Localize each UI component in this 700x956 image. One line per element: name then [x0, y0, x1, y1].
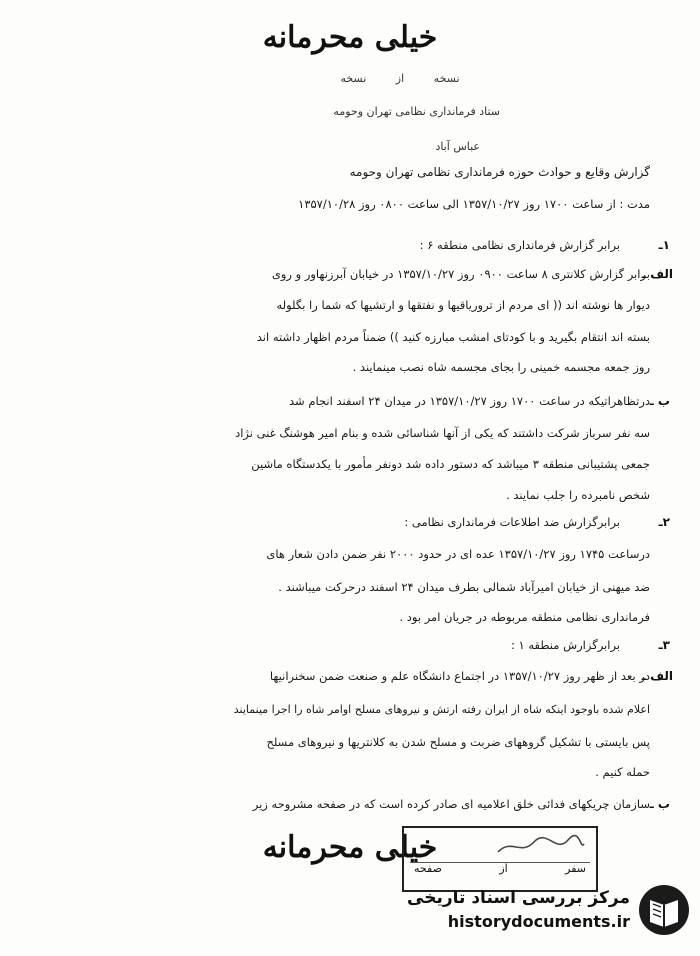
watermark-url: historydocuments.ir — [447, 912, 630, 931]
classification-top: خیلی محرمانه — [262, 20, 438, 55]
stamp-label: سفر — [565, 862, 586, 875]
copy-number: نسخه از نسخه — [340, 72, 460, 85]
book-icon — [638, 884, 690, 936]
section-3a-line: اعلام شده باوجود اینکه شاه از ایران رفته ارتش و نیروهای مسلح اوامر شاه را اجرا مینمایند — [233, 703, 650, 716]
section-1b-line: سه نفر سرباز شرکت داشتند که یکی از آنها شناسائی شده و بنام امیر هوشنگ غنی نژاد — [235, 426, 650, 440]
stamp-signature-icon — [496, 832, 586, 860]
section-1b-marker: ب ـ — [649, 394, 670, 408]
section-3a-marker: الف ـ — [641, 669, 673, 683]
section-3b-line: سازمان چریکهای فدائی خلق اعلامیه ای صادر کرده است که در صفحه مشروحه زیر — [252, 797, 650, 811]
report-period: مدت : از ساعت ۱۷۰۰ روز ۱۳۵۷/۱۰/۲۷ الی ساعت ۰۸۰۰ روز ۱۳۵۷/۱۰/۲۸ — [298, 197, 650, 211]
section-1b-line: جمعی پشتیبانی منطقه ۳ میباشد که دستور داده شد دونفر مأمور با یکدستگاه ماشین — [251, 457, 650, 471]
section-1a-line: بسته اند انتقام بگیرید و با کودتای امشب مبارزه کنید )) ضمناً مردم اظهار داشته اند — [256, 330, 650, 344]
section-3a-line: در بعد از ظهر روز ۱۳۵۷/۱۰/۲۷ در اجتماع دانشگاه علم و صنعت ضمن سخنرانیها — [269, 669, 650, 683]
section-2-heading: برابرگزارش ضد اطلاعات فرمانداری نظامی : — [404, 515, 620, 529]
report-title: گزارش وقایع و حوادث حوزه فرمانداری نظامی تهران وحومه — [349, 165, 650, 179]
section-2-line: ضد میهنی از خیابان امیرآباد شمالی بطرف میدان ۲۴ اسفند درحرکت میباشند . — [278, 580, 650, 594]
watermark-title: مرکز بررسی اسناد تاریخی — [407, 888, 630, 908]
command-name: ستاد فرمانداری نظامی تهران وحومه — [333, 105, 500, 118]
section-1-marker: ۱ـ — [658, 238, 670, 252]
section-1b-line: درتظاهراتیکه در ساعت ۱۷۰۰ روز ۱۳۵۷/۱۰/۲۷ در میدان ۲۴ اسفند انجام شد — [289, 394, 650, 408]
section-1a-marker: الف ـ — [641, 267, 673, 281]
section-3a-line: حمله کنیم . — [595, 765, 650, 779]
section-1b-line: شخص نامبرده را جلب نمایند . — [506, 488, 650, 502]
stamp-label: صفحه — [414, 862, 442, 875]
section-3b-marker: ب ـ — [649, 797, 670, 811]
section-3-heading: برابرگزارش منطقه ۱ : — [511, 638, 620, 652]
section-2-line: درساعت ۱۷۴۵ روز ۱۳۵۷/۱۰/۲۷ عده ای در حدود ۲۰۰۰ نفر ضمن دادن شعار های — [266, 547, 650, 561]
watermark-logo — [408, 882, 690, 940]
section-1a-line: روز جمعه مجسمه خمینی را بجای مجسمه شاه نصب مینمایند . — [352, 360, 650, 374]
section-1a-line: دیوار ها نوشته اند (( ای مردم از تروریاقیها و نفتقها و ارتشیها که شما را بگلوله — [276, 298, 650, 312]
section-1a-line: برابر گزارش کلانتری ۸ ساعت ۰۹۰۰ روز ۱۳۵۷/۱۰/۲۷ در خیابان آبرزنهاور و روی — [271, 267, 650, 281]
stamp-row — [414, 862, 586, 882]
stamp-label: از — [499, 862, 508, 875]
classification-bottom: خیلی محرمانه — [262, 830, 438, 865]
section-3a-line: پس بایستی با تشکیل گروههای ضربت و مسلح شدن به کلانتریها و نیروهای مسلح — [266, 735, 650, 749]
section-2-line: فرمانداری نظامی منطقه مربوطه در جریان امر بود . — [399, 610, 650, 624]
section-3-marker: ۳ـ — [658, 638, 670, 652]
section-2-marker: ۲ـ — [658, 515, 670, 529]
section-1-heading: برابر گزارش فرمانداری نظامی منطقه ۶ : — [419, 238, 620, 252]
place-name: عباس آباد — [435, 140, 480, 153]
